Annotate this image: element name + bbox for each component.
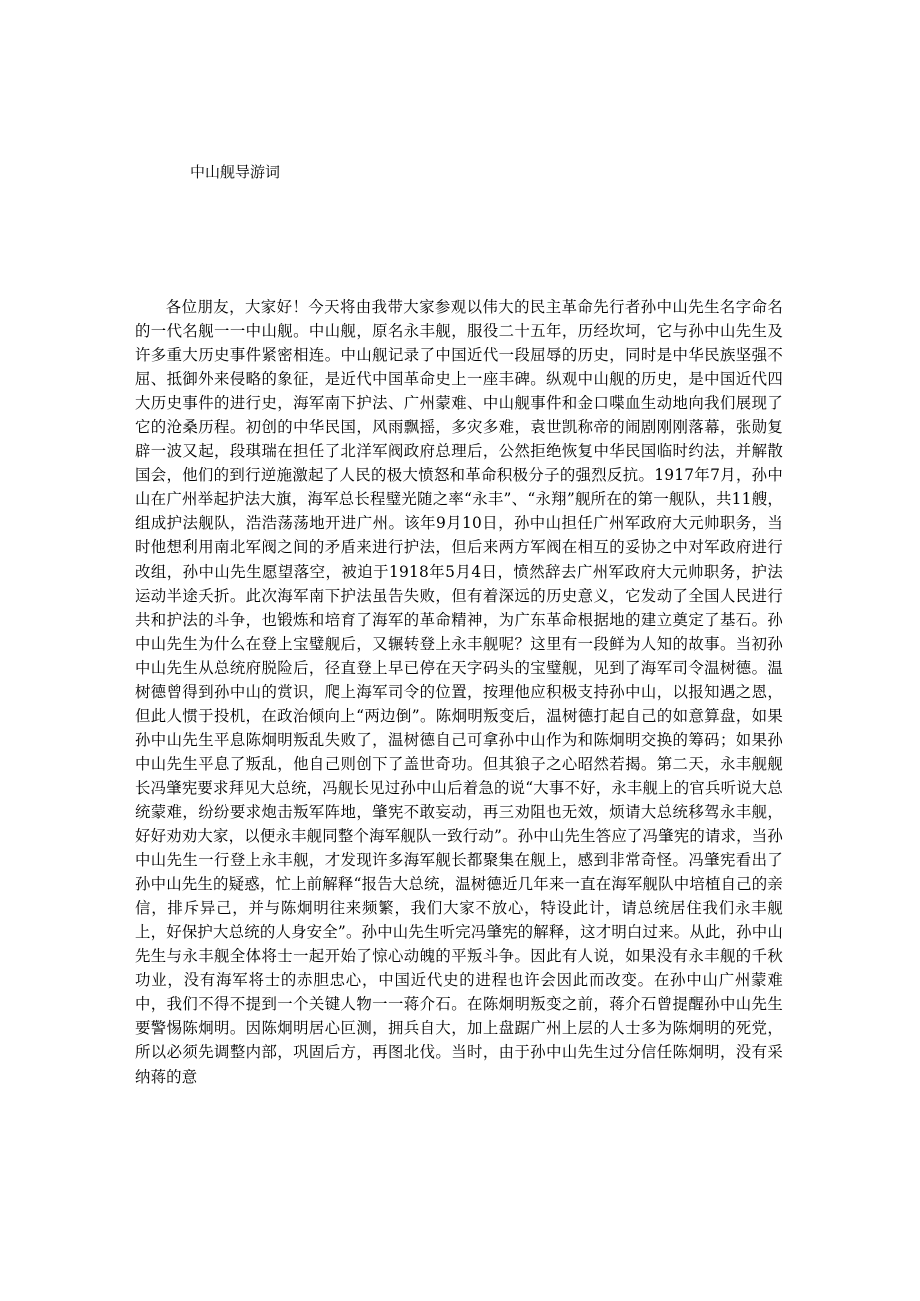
body-paragraph: 各位朋友，大家好！今天将由我带大家参观以伟大的民主革命先行者孙中山先生名字命名的一代名舰一一中山舰。中山舰，原名永丰舰，服役二十五年，历经坎坷，它与孙中山先生及许多重大历史事件紧密相连。中山舰记录了中国近代一段屈辱的历史，同时是中华民族坚强不屈、抵御外来侵略的象征，是近代中国革命史上一座丰碑。纵观中山舰的历史，是中国近代四大历史事件的进行史，海军南下护法、广州蒙难、中山舰事件和金口喋血生动地向我们展现了它的沧桑历程。初创的中华民国，风雨飘摇，多灾多难，袁世凯称帝的闹剧刚刚落幕，张勋复辟一波又起，段琪瑞在担任了北洋军阀政府总理后，公然拒绝恢复中华民国临时约法，并解散国会，他们的到行逆施激起了人民的极大愤怒和革命积极分子的强烈反抗。1917年7月，孙中山在广州举起护法大旗，海军总长程璧光随之率“永丰”、“永翔”舰所在的第一舰队，共11艘，组成护法舰队，浩浩荡荡地开进广州。该年9月10日，孙中山担任广州军政府大元帅职务，当时他想利用南北军阀之间的矛盾来进行护法，但后来两方军阀在相互的妥协之中对军政府进行改组，孙中山先生愿望落空，被迫于1918年5月4日，愤然辞去广州军政府大元帅职务，护法运动半途夭折。此次海军南下护法虽告失败，但有着深远的历史意义，它发动了全国人民进行共和护法的斗争，也锻炼和培育了海军的革命精神，为广东革命根据地的建立奠定了基石。孙中山先生为什么在登上宝璧舰后，又辗转登上永丰舰呢？这里有一段鲜为人知的故事。当初孙中山先生从总统府脱险后，径直登上早已停在天字码头的宝璧舰，见到了海军司令温树德。温树德曾得到孙中山的赏识，爬上海军司令的位置，按理他应积极支持孙中山，以报知遇之恩，但此人惯于投机，在政治倾向上“两边倒”。陈炯明叛变后，温树德打起自己的如意算盘，如果孙中山先生平息陈炯明叛乱失败了，温树德自己可拿孙中山作为和陈炯明交换的筹码；如果孙中山先生平息了叛乱，他自己则创下了盖世奇功。但其狼子之心昭然若揭。第二天，永丰舰舰长冯肇宪要求拜见大总统，冯舰长见过孙中山后着急的说“大事不好，永丰舰上的官兵听说大总统蒙难，纷纷要求炮击叛军阵地，肇宪不敢妄动，再三劝阻也无效，烦请大总统移驾永丰舰，好好劝劝大家，以便永丰舰同整个海军舰队一致行动”。孙中山先生答应了冯肇宪的请求，当孙中山先生一行登上永丰舰，才发现许多海军舰长都聚集在舰上，感到非常奇怪。冯肇宪看出了孙中山先生的疑惑，忙上前解释“报告大总统，温树德近几年来一直在海军舰队中培植自己的亲信，排斥异己，并与陈炯明往来频繁，我们大家不放心，特设此计，请总统居住我们永丰舰上，好保护大总统的人身安全”。孙中山先生听完冯肇宪的解释，这才明白过来。从此，孙中山先生与永丰舰全体将士一起开始了惊心动魄的平叛斗争。因此有人说，如果没有永丰舰的千秋功业，没有海军将士的赤胆忠心，中国近代史的进程也许会因此而改变。在孙中山广州蒙难中，我们不得不提到一个关键人物一一蒋介石。在陈炯明叛变之前，蒋介石曾提醒孙中山先生要警惕陈炯明。因陈炯明居心叵测，拥兵自大，加上盘踞广州上层的人士多为陈炯明的死党，所以必须先调整内部，巩固后方，再图北伐。当时，由于孙中山先生过分信任陈炯明，没有采纳蒋的意 (135, 298, 783, 1086)
document-title: 中山舰导游词 (190, 163, 281, 181)
